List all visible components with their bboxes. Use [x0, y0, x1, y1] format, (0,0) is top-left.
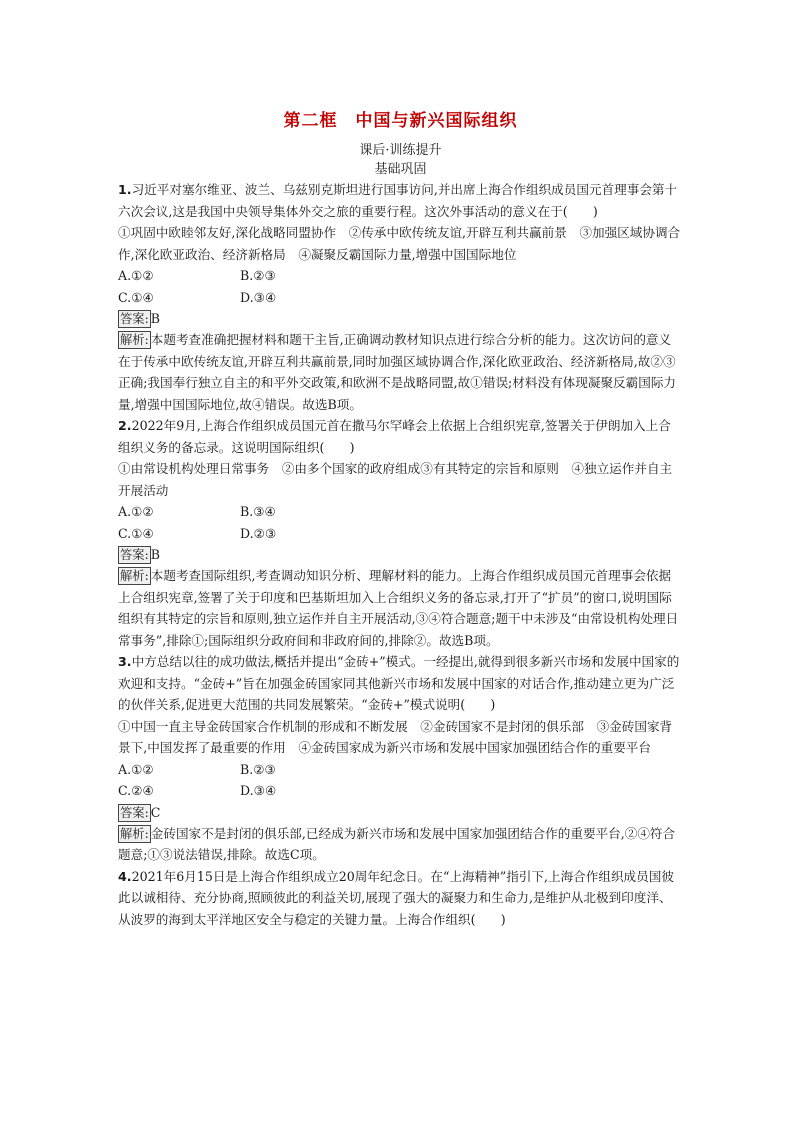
question-items: ①巩固中欧睦邻友好,深化战略同盟协作 ②传承中欧传统友谊,开辟互利共赢前景 ③加强区域协调合作,深化欧亚政治、经济新格局 ④凝聚反霸国际力量,增强中国国际地位 — [118, 225, 681, 262]
options-row — [118, 780, 683, 802]
answer-value: B — [150, 547, 161, 562]
option-c: C.②④ — [118, 783, 154, 798]
options-row — [118, 501, 683, 523]
question-stem: 习近平对塞尔维亚、波兰、乌兹别克斯坦进行国事访问,并出席上海合作组织成员国元首理事会第十六次会议,这是我国中央领导集体外交之旅的重要行程。这次外事活动的意义在于( ) — [118, 182, 678, 219]
section-heading: 基础巩固 — [374, 162, 427, 177]
analysis-tag: 解析: — [120, 333, 149, 347]
answer-line — [118, 308, 683, 329]
options-row — [118, 287, 683, 309]
question-number: 1. — [118, 182, 132, 197]
question-3 — [118, 651, 683, 716]
answer-line — [118, 802, 683, 823]
document-page — [118, 100, 683, 930]
options-row — [118, 265, 683, 287]
question-number: 3. — [118, 654, 132, 669]
analysis-tag: 解析: — [120, 569, 149, 583]
answer-value: B — [150, 311, 161, 326]
option-b: B.②③ — [240, 268, 276, 283]
analysis-tag: 解析: — [120, 826, 149, 841]
analysis-text: 本题考查国际组织,考查调动知识分析、理解材料的能力。上海合作组织成员国元首理事会依据上合组织宪章,签署了关于印度和巴基斯坦加入上合组织义务的备忘录,打开了“扩员”的窗口,说明国际组织有其特定的宗旨和原则,独立运作并自主开展活动,③④符合题意;题干中未涉及“由常设机构处理日常事务”,排除①;国际组织分政府间和非政府间的,排除②。故选B项。 — [118, 568, 679, 648]
option-a: A.①② — [118, 268, 154, 283]
page-subtitle: 课后·训练提升 — [359, 143, 442, 158]
answer-tag: 答案: — [120, 805, 149, 820]
analysis-text: 金砖国家不是封闭的俱乐部,已经成为新兴市场和发展中国家加强团结合作的重要平台,②④符合题意;①③说法错误,排除。故选C项。 — [118, 825, 676, 862]
question-stem: 2022年9月,上海合作组织成员国元首在撒马尔罕峰会上依据上合组织宪章,签署关于伊朗加入上合组织义务的备忘录。这说明国际组织( ) — [118, 418, 671, 455]
option-c: C.①④ — [118, 525, 154, 541]
option-d: D.③④ — [240, 783, 277, 798]
answer-tag: 答案: — [120, 312, 149, 326]
page-title: 第二框 中国与新兴国际组织 — [283, 111, 518, 131]
question-stem: 中方总结以往的成功做法,概括并提出“金砖+”模式。一经提出,就得到很多新兴市场和发展中国家的欢迎和支持。“金砖+”旨在加强金砖国家同其他新兴市场和发展中国家的对话合作,推动建立更为广泛的伙伴关系,促进更大范围的共同发展繁荣。“金砖+”模式说明( ) — [118, 654, 680, 712]
analysis — [118, 823, 683, 866]
option-b: B.③④ — [240, 504, 276, 519]
option-a: A.①② — [118, 504, 154, 519]
question-2 — [118, 415, 683, 458]
options-row — [118, 759, 683, 781]
analysis-text: 本题考查准确把握材料和题干主旨,正确调动教材知识点进行综合分析的能力。这次访问的意义在于传承中欧传统友谊,开辟互利共赢前景,同时加强区域协调合作,深化欧亚政治、经济新格局,故②③正确;我国奉行独立自主的和平外交政策,和欧洲不是战略同盟,故①错误;材料没有体现凝聚反霸国际力量,增强中国国际地位,故④错误。故选B项。 — [118, 332, 677, 412]
question-number: 2. — [118, 418, 132, 433]
option-a: A.①② — [118, 761, 154, 777]
question-items: ①由常设机构处理日常事务 ②由多个国家的政府组成③有其特定的宗旨和原则 ④独立运作并自主开展活动 — [118, 461, 673, 498]
option-d: D.③④ — [240, 289, 277, 305]
analysis — [118, 565, 683, 651]
question-stem: 2021年6月15日是上海合作组织成立20周年纪念日。在“上海精神”指引下,上海合作组织成员国彼此以诚相待、充分协商,照顾彼此的利益关切,展现了强大的凝聚力和生命力,是维护从北极到印度洋、从波罗的海到太平洋地区安全与稳定的关键力量。上海合作组织( ) — [118, 868, 674, 927]
answer-value: C — [150, 804, 161, 820]
question-4 — [118, 866, 683, 931]
analysis — [118, 329, 683, 415]
options-row — [118, 523, 683, 545]
answer-tag: 答案: — [120, 548, 149, 562]
option-c: C.①④ — [118, 289, 154, 305]
question-number: 4. — [118, 868, 132, 884]
question-items: ①中国一直主导金砖国家合作机制的形成和不断发展 ②金砖国家不是封闭的俱乐部 ③金砖国家背景下,中国发挥了最重要的作用 ④金砖国家成为新兴市场和发展中国家加强团结合作的重要平台 — [118, 718, 673, 755]
option-b: B.②③ — [240, 761, 276, 777]
option-d: D.②③ — [240, 525, 277, 541]
question-1 — [118, 179, 683, 222]
answer-line — [118, 544, 683, 565]
